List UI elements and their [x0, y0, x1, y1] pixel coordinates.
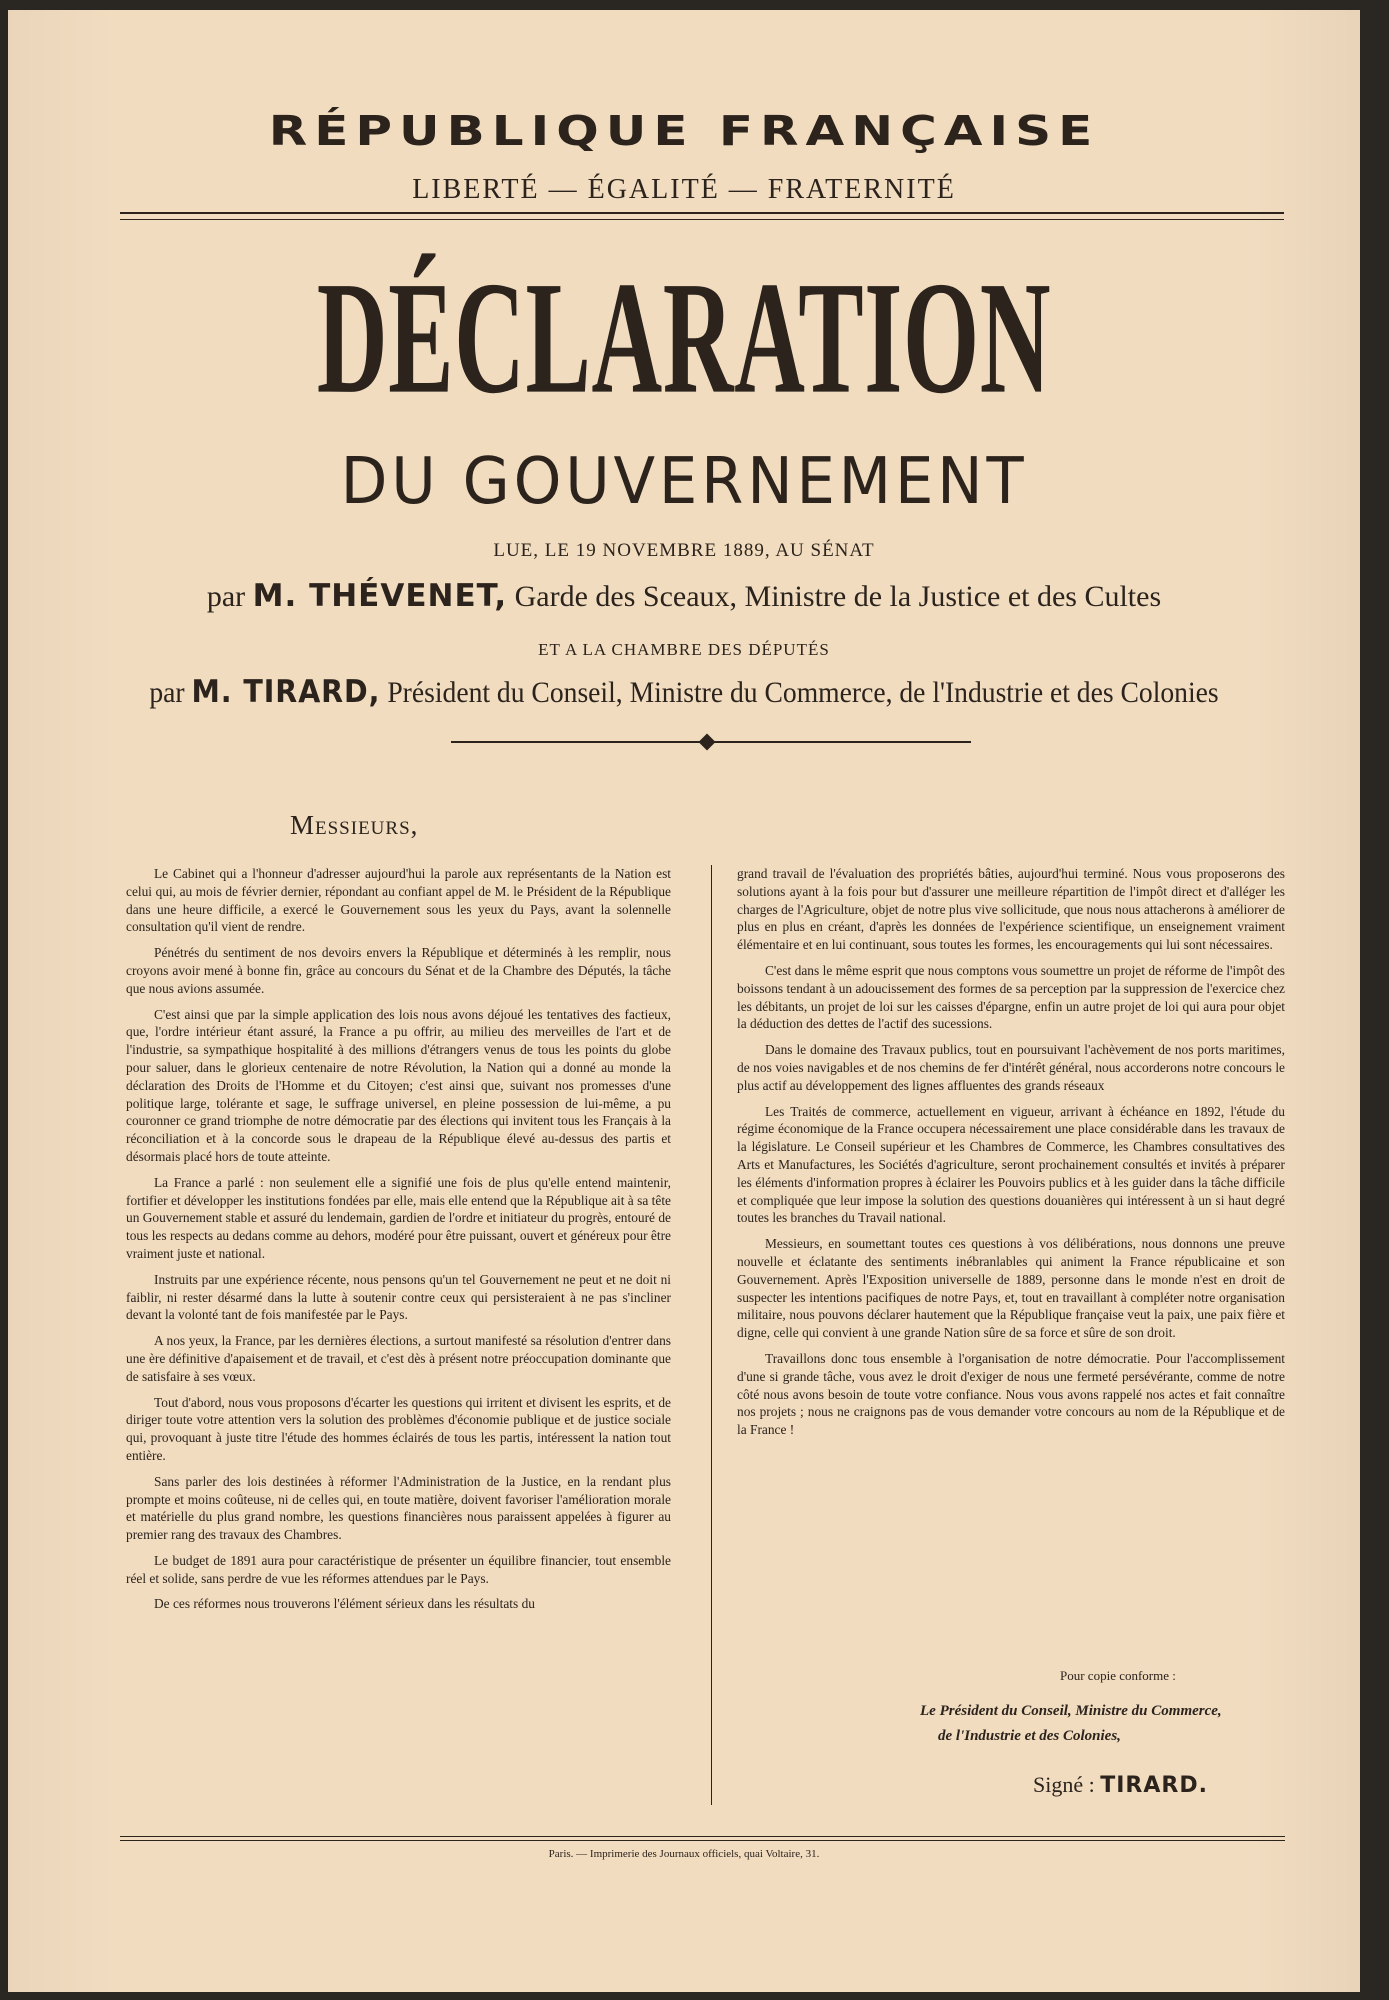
poster: [8, 10, 1360, 1992]
paragraph: Le budget de 1891 aura pour caractéristique de présenter un équilibre financier, tout ensemble réel et solide, sans perdre de vue les réformes attendues par le Pays.: [126, 1552, 671, 1586]
signature: [1033, 1772, 1208, 1798]
paragraph: Instruits par une expérience récente, nous pensons qu'un tel Gouvernement ne peut et ne doit ni faiblir, ni rester désarmé dans la lutte à soutenir contre ceux qui persisteraient à ne pas s'incliner devant la volonté tant de fois manifestée par le Pays.: [126, 1271, 671, 1323]
par-word: par: [206, 580, 246, 613]
paragraph: C'est ainsi que par la simple application des lois nous avons déjoué les tentatives des factieux, que, l'ordre intérieur étant assuré, la France a pu offrir, au milieu des merveilles de l'art et de l'industrie, sa sympathique hospitalité à des millions d'étrangers venus de tous les points du globe pour saluer, dans le glorieux centenaire de notre Révolution, la Nation qui a donné au monde la déclaration des Droits de l'Homme et du Citoyen; c'est ainsi que, suivant nos promesses d'une politique large, tolérante et sage, le suffrage universel, en pleine possession de lui-même, a pu couronner ce grand triomphe de notre démocratie par des élections qui invitent tous les Français à la réconciliation et à la concorde sous le drapeau de la République élevé au-dessus des partis et désormais placé hors de toute atteinte.: [126, 1006, 671, 1164]
paragraph: De ces réformes nous trouverons l'élément sérieux dans les résultats du: [154, 1596, 535, 1612]
speaker-role-tirard: Président du Conseil, Ministre du Commerce, de l'Industrie et des Colonies: [387, 676, 1219, 709]
paragraph: Dans le domaine des Travaux publics, tout en poursuivant l'achèvement de nos ports maritimes, de nos voies navigables et de nos chemins de fer d'intérêt général, nous accorderons notre concours le plus actif au développement des lignes affluentes des grands réseaux: [737, 1042, 1285, 1093]
copie-conforme: Pour copie conforme :: [1060, 1668, 1176, 1683]
signature-title-line1: Le Président du Conseil, Ministre du Commerce,: [920, 1703, 1222, 1719]
senate-speaker-line: [8, 578, 1360, 614]
salutation: Messieurs,: [290, 810, 419, 840]
imprint-line: Paris. — Imprimerie des Journaux officiels, quai Voltaire, 31.: [548, 1848, 820, 1860]
column-separator: [711, 865, 712, 1805]
paragraph: Tout d'abord, nous vous proposons d'écarter les questions qui irritent et divisent les esprits, et de diriger toute votre attention vers la solution des problèmes d'économie publique et de justice sociale qui, provoquant à juste titre l'étude des hommes éclairés de tous les partis, intéressent la nation tout entière.: [126, 1394, 671, 1463]
paragraph: Pénétrés du sentiment de nos devoirs envers la République et déterminés à les remplir, nous croyons avoir mené à bonne fin, grâce au concours du Sénat et de la Chambre des Députés, la tâche que nous avions assumée.: [126, 945, 671, 996]
par-word: par: [149, 676, 185, 709]
signature-title-line2: de l'Industrie et des Colonies,: [938, 1728, 1121, 1744]
paragraph: Messieurs, en soumettant toutes ces questions à vos délibérations, nous donnons une preuve nouvelle et éclatante des sentiments inébranlables qui animent la France républicaine et son Gouvernement. Après l'Exposition universelle de 1889, personne dans le monde n'est en droit de suspecter les intentions pacifiques de notre Pays, et, tout en travaillant à compléter notre organisation militaire, nous pouvons déclarer hautement que la République française veut la paix, une paix fière et digne, celle qui convient à une grande Nation sûre de sa force et sûre de son droit.: [737, 1236, 1285, 1341]
speaker-name-tirard: M. TIRARD,: [191, 674, 381, 710]
republic-heading: RÉPUBLIQUE FRANÇAISE: [268, 107, 1100, 155]
header-rule: [120, 212, 1284, 220]
paragraph: Le Cabinet qui a l'honneur d'adresser aujourd'hui la parole aux représentants de la Nation est celui qui, au mois de février dernier, répondant au confiant appel de M. le Président de la République dans une heure difficile, a exercé le Gouvernement sous les yeux du Pays, avant la solennelle consultation qu'il vient de rendre.: [126, 866, 671, 935]
page-subtitle: DU GOUVERNEMENT: [340, 445, 1028, 519]
speaker-name-thevenet: M. THÉVENET,: [252, 578, 508, 614]
page-title: DÉCLARATION: [316, 248, 1052, 428]
motto: LIBERTÉ — ÉGALITÉ — FRATERNITÉ: [412, 174, 956, 205]
paragraph: grand travail de l'évaluation des propriétés bâties, aujourd'hui terminé. Nous vous proposerons des solutions ayant à la fois pour but d'assurer une meilleure répartition de l'impôt direct et d'alléger les charges de l'Agriculture, objet de notre plus vive sollicitude, que nous nous attacherons à améliorer de plus en plus en créant, d'après les données de l'expérience scientifique, un enseignement vraiment élémentaire et en lui continuant, sous toutes les formes, les encouragements qui lui sont nécessaires.: [737, 866, 1285, 953]
left-column: [126, 865, 671, 1621]
right-column: [737, 865, 1285, 1447]
speaker-role-thevenet: Garde des Sceaux, Ministre de la Justice et des Cultes: [514, 580, 1162, 613]
paragraph: C'est dans le même esprit que nous comptons vous soumettre un projet de réforme de l'impôt des boissons tendant à un adoucissement des formes de sa perception par la suppression de l'exercice chez les débitants, un projet de loi sur les caisses d'épargne, enfin un autre projet de loi qui aura pour objet la déduction des dettes de l'actif des sucessions.: [737, 962, 1285, 1032]
read-date-line: LUE, LE 19 NOVEMBRE 1889, AU SÉNAT: [493, 540, 875, 561]
paragraph: Travaillons donc tous ensemble à l'organisation de notre démocratie. Pour l'accomplissement d'une si grande tâche, vous avez le droit d'exiger de nous une fermeté persévérante, comme de notre côté nous avons besoin de toute votre confiance. Nous vous avons rappelé nos actes et fait connaître nos projets ; nous ne craignons pas de vous demander votre concours au nom de la République et de la France !: [737, 1350, 1285, 1438]
footer-rule: [120, 1836, 1285, 1841]
paragraph: A nos yeux, la France, par les dernières élections, a surtout manifesté sa résolution d'entrer dans une ère définitive d'apaisement et de travail, et c'est dès à présent notre préoccupation dominante que de satisfaire à ses vœux.: [126, 1333, 671, 1384]
deputes-speaker-line: [62, 674, 1306, 710]
diamond-ornament-icon: [699, 734, 716, 751]
paragraph: La France a parlé : non seulement elle a signifié une fois de plus qu'elle entend maintenir, fortifier et développer les institutions fondées par elle, mais elle entend que la République ait à sa tête un Gouvernement stable et assuré du lendemain, gardien de l'ordre et initiateur du progrès, entouré de tous les respects au dedans comme au dehors, modéré pour être puissant, ouvert et généreux pour être vraiment juste et national.: [126, 1174, 671, 1261]
paragraph: Sans parler des lois destinées à réformer l'Administration de la Justice, en la rendant plus prompte et moins coûteuse, ni de celles qui, en toute matière, doivent favoriser l'amélioration morale et matérielle du plus grand nombre, les questions financières nous paraissent appelées à figurer au premier rang des travaux des Chambres.: [126, 1473, 671, 1543]
paragraph: Les Traités de commerce, actuellement en vigueur, arrivant à échéance en 1892, l'étude du régime économique de la France occupera nécessairement une place considérable dans les travaux de la législature. Le Conseil supérieur et les Chambres de Commerce, les Chambres consultatives des Arts et Manufactures, les Sociétés d'agriculture, seront prochainement consultés et invités à préparer les éléments d'information propres à éclairer les Pouvoirs publics et à les guider dans la tâche difficile et compliquée que leur impose la solution des questions douanières qui intéressent à un si haut degré toutes les branches du Travail national.: [737, 1103, 1285, 1226]
chambre-line: ET A LA CHAMBRE DES DÉPUTÉS: [538, 640, 830, 659]
signature-name: TIRARD.: [1100, 1773, 1208, 1798]
signe-label: Signé :: [1033, 1772, 1095, 1797]
